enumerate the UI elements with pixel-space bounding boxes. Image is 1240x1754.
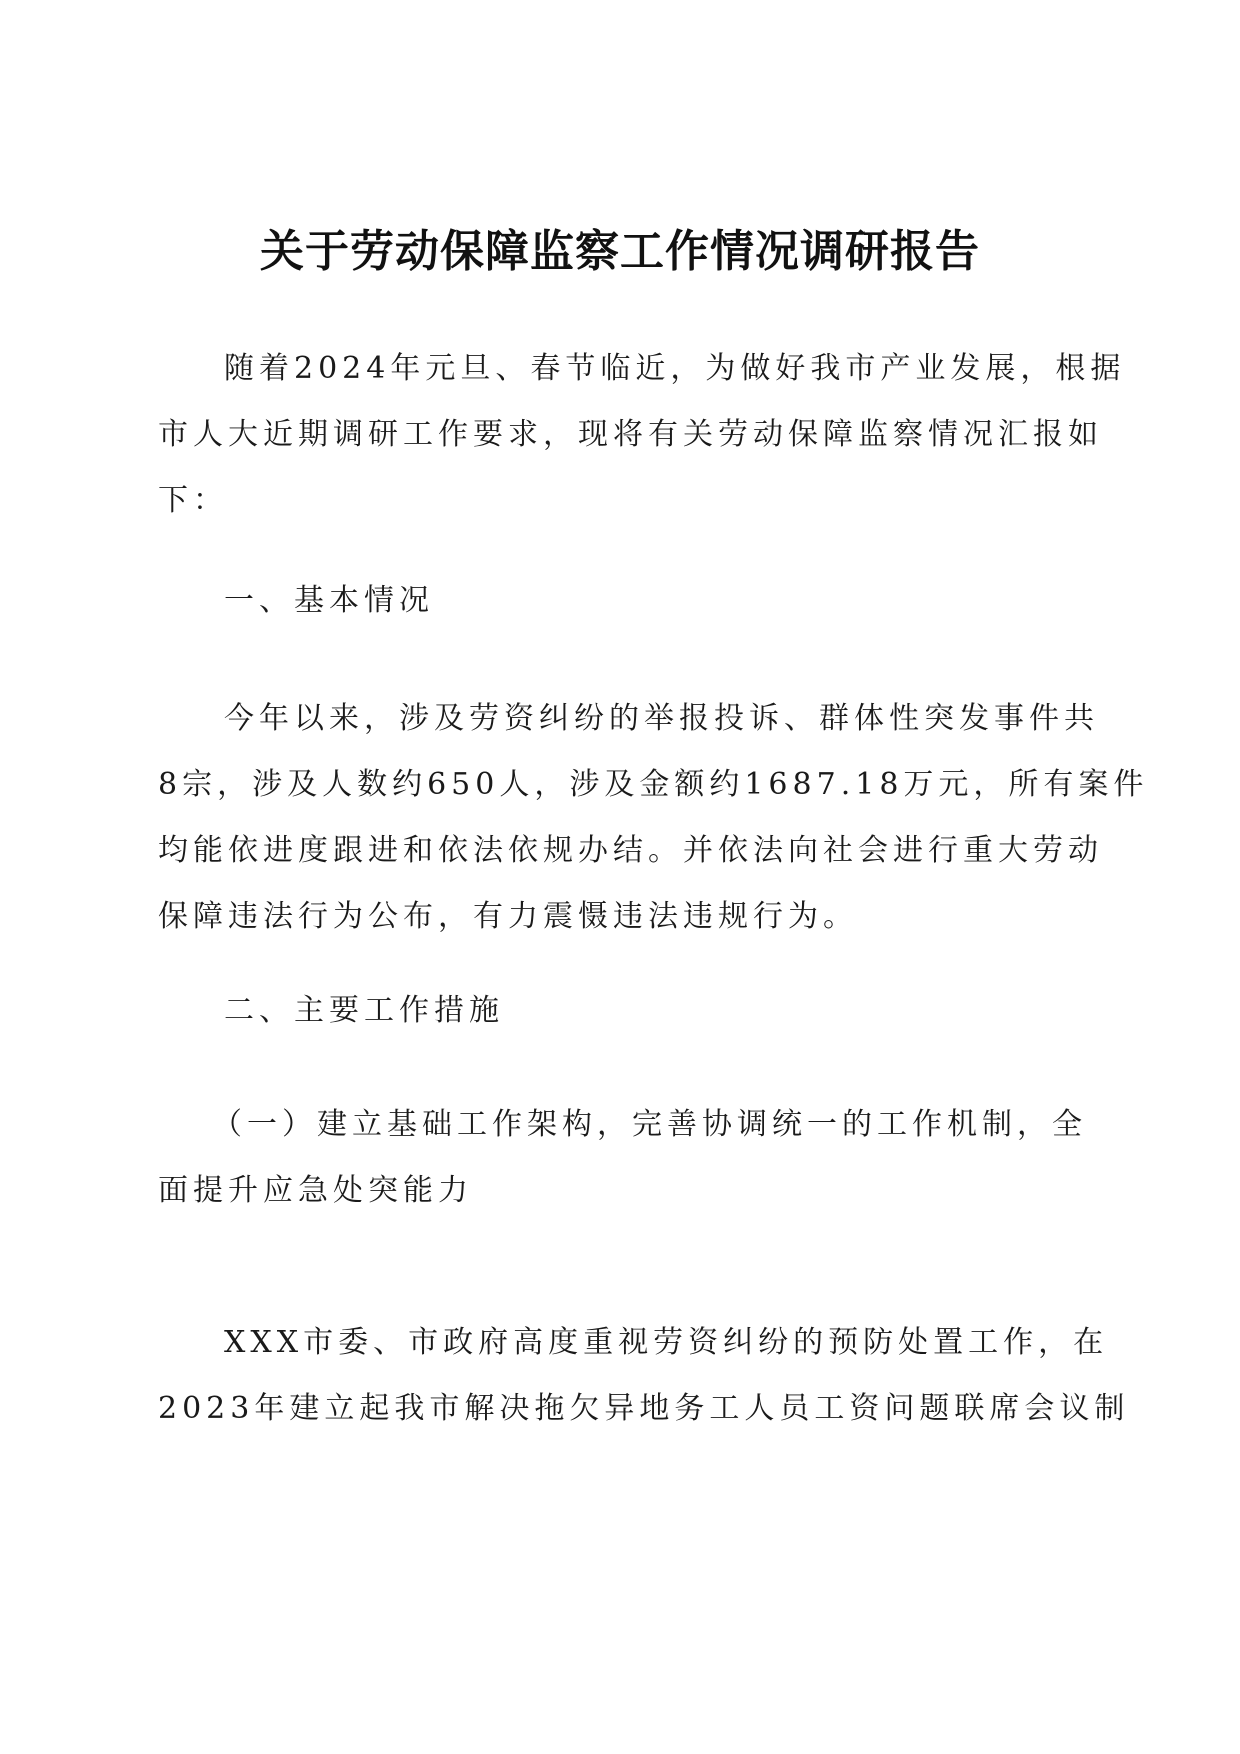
- section-2-heading: 二、主要工作措施: [224, 993, 504, 1028]
- intro-line-3: 下：: [158, 483, 228, 518]
- section-1-line-3: 均能依进度跟进和依法依规办结。并依法向社会进行重大劳动: [158, 833, 1103, 868]
- intro-paragraph: [158, 336, 1126, 534]
- section-2-subheading-line-1: （一）建立基础工作架构，完善协调统一的工作机制，全: [212, 1107, 1087, 1142]
- section-2-line-2: 2023年建立起我市解决拖欠异地务工人员工资问题联席会议制: [158, 1391, 1130, 1426]
- section-1-paragraph: [158, 686, 1149, 950]
- section-2-subheading-line-2: 面提升应急处突能力: [158, 1173, 473, 1208]
- section-1-heading: 一、基本情况: [224, 583, 434, 618]
- section-1-line-2: 8宗，涉及人数约650人，涉及金额约1687.18万元，所有案件: [158, 767, 1149, 802]
- intro-line-1: 随着2024年元旦、春节临近，为做好我市产业发展，根据: [224, 351, 1126, 386]
- section-1-line-1: 今年以来，涉及劳资纠纷的举报投诉、群体性突发事件共: [224, 701, 1099, 736]
- section-1-line-4: 保障违法行为公布，有力震慑违法违规行为。: [158, 899, 858, 934]
- document-title: 关于劳动保障监察工作情况调研报告: [260, 226, 980, 277]
- section-2-paragraph: [158, 1310, 1130, 1442]
- intro-line-2: 市人大近期调研工作要求，现将有关劳动保障监察情况汇报如: [158, 417, 1103, 452]
- section-2-subheading: [158, 1092, 1087, 1224]
- section-2-line-1: XXX市委、市政府高度重视劳资纠纷的预防处置工作，在: [224, 1325, 1109, 1360]
